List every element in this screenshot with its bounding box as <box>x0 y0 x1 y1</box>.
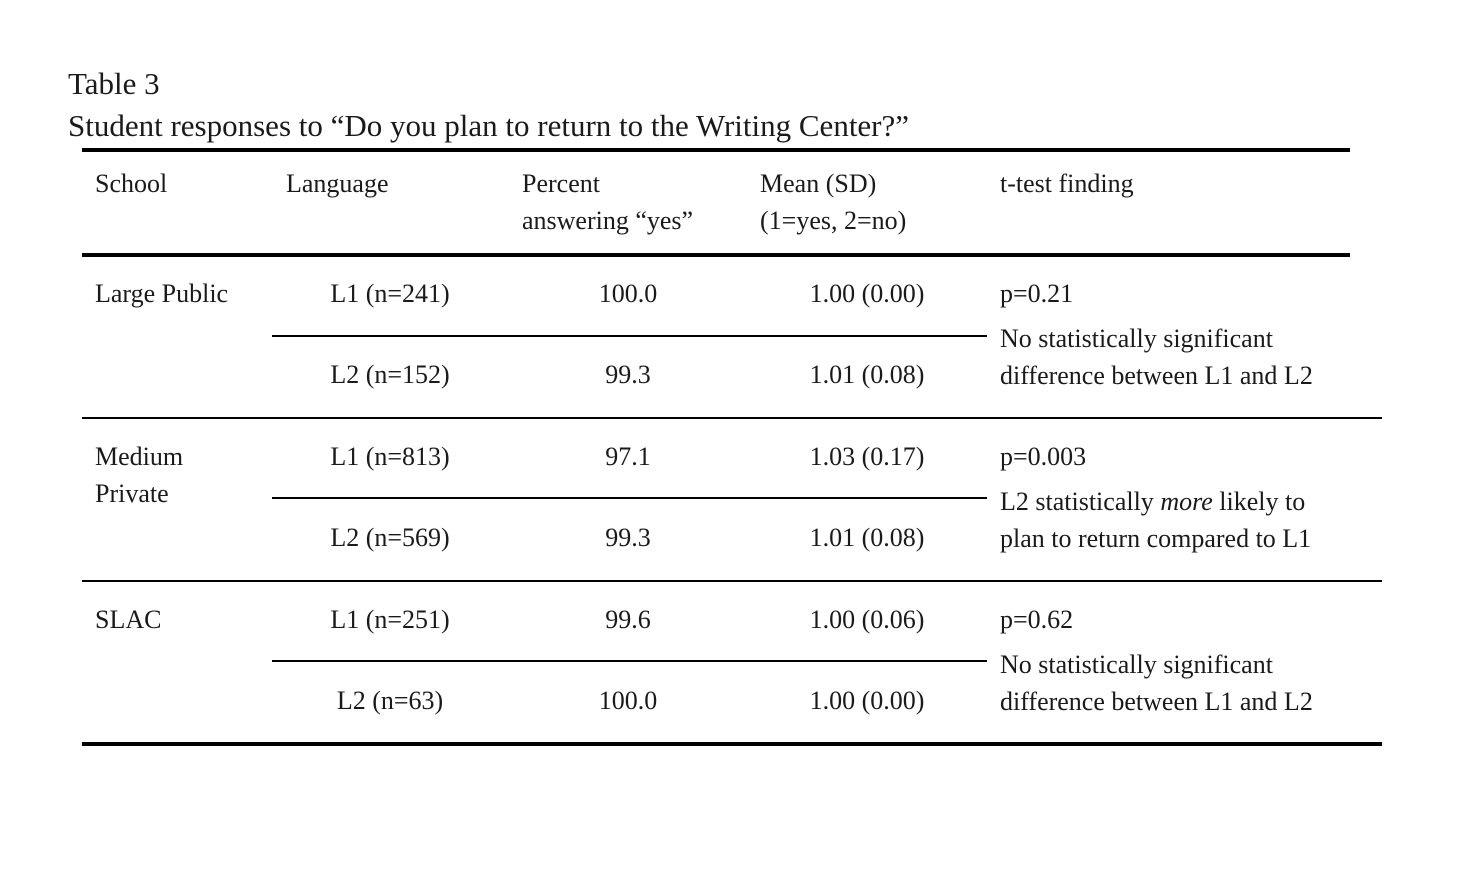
mean-cell: 1.00 (0.00) <box>809 279 925 308</box>
percent-cell: 100.0 <box>598 686 658 715</box>
group-divider <box>82 417 1382 419</box>
percent-cell: 100.0 <box>598 279 658 308</box>
language-cell: L2 (n=569) <box>330 523 450 552</box>
school-name-line2: Private <box>95 479 169 508</box>
header-school: School <box>95 169 168 198</box>
percent-cell: 99.6 <box>605 605 651 634</box>
finding-line1 <box>1000 483 1305 520</box>
mean-cell: 1.00 (0.06) <box>809 605 925 634</box>
header-rule <box>82 253 1350 257</box>
header-percent-line2: answering “yes” <box>522 206 694 235</box>
header-mean-line1: Mean (SD) <box>760 169 877 198</box>
finding-text: likely to <box>1212 487 1306 516</box>
finding-line1: No statistically significant <box>1000 650 1273 679</box>
row-divider <box>272 335 987 337</box>
finding-line2: difference between L1 and L2 <box>1000 687 1313 716</box>
mean-cell: 1.01 (0.08) <box>809 360 925 389</box>
language-cell: L2 (n=152) <box>330 360 450 389</box>
group-divider <box>82 580 1382 582</box>
finding-text: L2 statistically <box>1000 487 1161 516</box>
mean-cell: 1.03 (0.17) <box>809 442 925 471</box>
language-cell: L1 (n=813) <box>330 442 450 471</box>
p-value: p=0.003 <box>1000 442 1087 471</box>
language-cell: L2 (n=63) <box>336 686 444 715</box>
language-cell: L1 (n=251) <box>330 605 450 634</box>
row-divider <box>272 660 987 662</box>
finding-line1: No statistically significant <box>1000 324 1273 353</box>
header-mean-line2: (1=yes, 2=no) <box>760 206 907 235</box>
percent-cell: 99.3 <box>605 523 651 552</box>
top-rule <box>82 148 1350 152</box>
percent-cell: 97.1 <box>605 442 651 471</box>
mean-cell: 1.00 (0.00) <box>809 686 925 715</box>
row-divider <box>272 497 987 499</box>
p-value: p=0.21 <box>1000 279 1074 308</box>
finding-line2: difference between L1 and L2 <box>1000 361 1313 390</box>
bottom-rule <box>82 742 1382 746</box>
finding-emphasis: more <box>1160 487 1213 516</box>
school-name: SLAC <box>95 605 162 634</box>
language-cell: L1 (n=241) <box>330 279 450 308</box>
header-ttest: t-test finding <box>1000 169 1134 198</box>
school-name-line1: Medium <box>95 442 184 471</box>
percent-cell: 99.3 <box>605 360 651 389</box>
mean-cell: 1.01 (0.08) <box>809 523 925 552</box>
p-value: p=0.62 <box>1000 605 1074 634</box>
header-percent-line1: Percent <box>522 169 600 198</box>
finding-line2: plan to return compared to L1 <box>1000 524 1312 553</box>
table-caption: Student responses to “Do you plan to return to the Writing Center?” <box>68 108 910 143</box>
header-language: Language <box>286 169 389 198</box>
school-name: Large Public <box>95 279 229 308</box>
table-label: Table 3 <box>68 66 160 101</box>
